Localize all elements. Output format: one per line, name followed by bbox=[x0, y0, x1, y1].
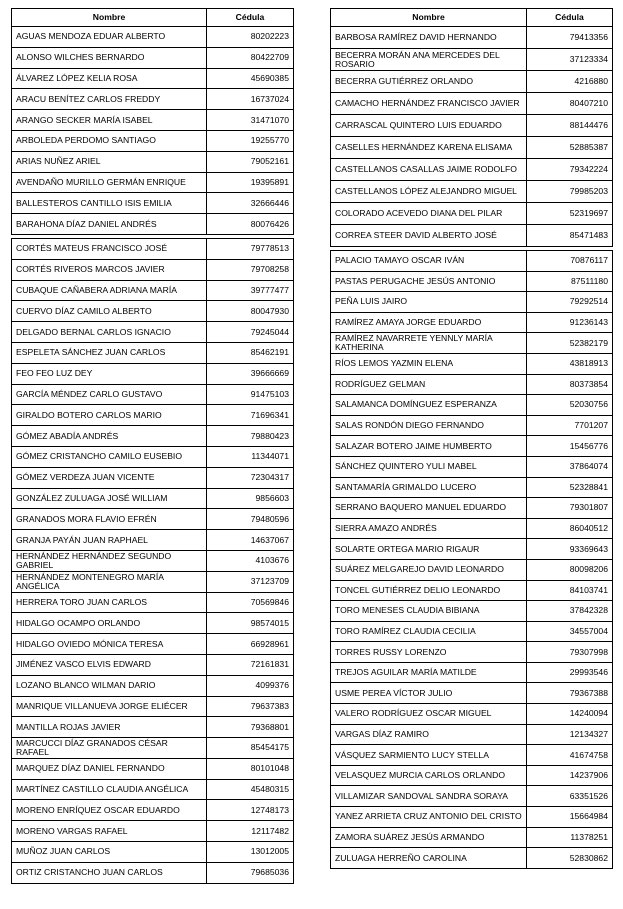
cedula-number: 80047930 bbox=[207, 301, 294, 322]
table-row bbox=[12, 592, 294, 613]
cedula-number: 19255770 bbox=[207, 130, 294, 151]
table-row bbox=[331, 271, 613, 292]
person-name: RODRÍGUEZ GELMAN bbox=[331, 374, 527, 395]
cedula-number: 4216880 bbox=[527, 71, 613, 93]
cedula-number: 43818913 bbox=[527, 353, 613, 374]
cedula-number: 32666446 bbox=[207, 193, 294, 214]
person-name: TORO RAMÍREZ CLAUDIA CECILIA bbox=[331, 621, 527, 642]
person-name: MARCUCCI DÍAZ GRANADOS CÉSAR RAFAEL bbox=[12, 738, 207, 759]
table-row bbox=[12, 214, 294, 235]
cedula-number: 7701207 bbox=[527, 415, 613, 436]
cedula-number: 79880423 bbox=[207, 426, 294, 447]
table-row bbox=[12, 301, 294, 322]
cedula-number: 37842328 bbox=[527, 601, 613, 622]
table-row bbox=[331, 27, 613, 49]
cedula-number: 79367388 bbox=[527, 683, 613, 704]
person-name: ARACU BENÍTEZ CARLOS FREDDY bbox=[12, 89, 207, 110]
cedula-number: 72304317 bbox=[207, 467, 294, 488]
name-column-header: Nombre bbox=[331, 9, 527, 27]
cedula-number: 19395891 bbox=[207, 172, 294, 193]
cedula-number: 70569846 bbox=[207, 592, 294, 613]
cedula-number: 12134327 bbox=[527, 724, 613, 745]
person-name: GÓMEZ ABADÍA ANDRÉS bbox=[12, 426, 207, 447]
table-row bbox=[331, 662, 613, 683]
cedula-number: 79292514 bbox=[527, 292, 613, 313]
left-body bbox=[12, 27, 294, 884]
person-name: SALAZAR BOTERO JAIME HUMBERTO bbox=[331, 436, 527, 457]
person-name: CORTÉS MATEUS FRANCISCO JOSÉ bbox=[12, 238, 207, 259]
person-name: CARRASCAL QUINTERO LUIS EDUARDO bbox=[331, 115, 527, 137]
person-name: HIDALGO OVIEDO MÓNICA TERESA bbox=[12, 634, 207, 655]
cedula-number: 80422709 bbox=[207, 47, 294, 68]
person-name: VILLAMIZAR SANDOVAL SANDRA SORAYA bbox=[331, 786, 527, 807]
person-name: PEÑA LUIS JAIRO bbox=[331, 292, 527, 313]
person-name: BECERRA MORÁN ANA MERCEDES DEL ROSARIO bbox=[331, 49, 527, 71]
cedula-number: 80373854 bbox=[527, 374, 613, 395]
person-name: GARCÍA MÉNDEZ CARLO GUSTAVO bbox=[12, 384, 207, 405]
cedula-number: 66928961 bbox=[207, 634, 294, 655]
table-row bbox=[331, 518, 613, 539]
cedula-number: 14240094 bbox=[527, 704, 613, 725]
person-name: MORENO ENRÍQUEZ OSCAR EDUARDO bbox=[12, 800, 207, 821]
cedula-number: 16737024 bbox=[207, 89, 294, 110]
person-name: CUBAQUE CAÑABERA ADRIANA MARÍA bbox=[12, 280, 207, 301]
person-name: HIDALGO OCAMPO ORLANDO bbox=[12, 613, 207, 634]
cedula-number: 79685036 bbox=[207, 862, 294, 883]
person-name: GRANJA PAYÁN JUAN RAPHAEL bbox=[12, 530, 207, 551]
cedula-number: 88144476 bbox=[527, 115, 613, 137]
person-name: MARQUEZ DÍAZ DANIEL FERNANDO bbox=[12, 758, 207, 779]
table-row bbox=[12, 862, 294, 883]
table-row bbox=[331, 498, 613, 519]
table-row bbox=[331, 436, 613, 457]
cedula-number: 9856603 bbox=[207, 488, 294, 509]
cedula-number: 4099376 bbox=[207, 675, 294, 696]
person-name: ORTIZ CRISTANCHO JUAN CARLOS bbox=[12, 862, 207, 883]
person-name: ZULUAGA HERREÑO CAROLINA bbox=[331, 848, 527, 869]
table-row bbox=[12, 842, 294, 863]
cedula-number: 80407210 bbox=[527, 93, 613, 115]
table-row bbox=[12, 758, 294, 779]
table-row bbox=[331, 292, 613, 313]
name-column-header: Nombre bbox=[12, 9, 207, 27]
cedula-number: 80101048 bbox=[207, 758, 294, 779]
person-name: RAMÍREZ AMAYA JORGE EDUARDO bbox=[331, 312, 527, 333]
id-column-header: Cédula bbox=[527, 9, 613, 27]
person-name: MANRIQUE VILLANUEVA JORGE ELIÉCER bbox=[12, 696, 207, 717]
table-row bbox=[12, 322, 294, 343]
person-name: BARBOSA RAMÍREZ DAVID HERNANDO bbox=[331, 27, 527, 49]
table-row bbox=[12, 280, 294, 301]
cedula-number: 11344071 bbox=[207, 446, 294, 467]
table-row bbox=[12, 342, 294, 363]
table-row bbox=[331, 93, 613, 115]
table-row bbox=[331, 477, 613, 498]
table-row bbox=[12, 634, 294, 655]
cedula-number: 15456776 bbox=[527, 436, 613, 457]
table-row bbox=[331, 353, 613, 374]
person-name: HERNÁNDEZ MONTENEGRO MARÍA ANGÉLICA bbox=[12, 571, 207, 592]
person-name: SUÁREZ MELGAREJO DAVID LEONARDO bbox=[331, 559, 527, 580]
header-row bbox=[331, 9, 613, 27]
table-row bbox=[331, 807, 613, 828]
person-name: TREJOS AGUILAR MARÍA MATILDE bbox=[331, 662, 527, 683]
header-row bbox=[12, 9, 294, 27]
table-row bbox=[12, 405, 294, 426]
person-name: CASTELLANOS LÓPEZ ALEJANDRO MIGUEL bbox=[331, 181, 527, 203]
table-row bbox=[12, 488, 294, 509]
cedula-number: 37123709 bbox=[207, 571, 294, 592]
cedula-number: 37864074 bbox=[527, 456, 613, 477]
table-row bbox=[12, 384, 294, 405]
table-row bbox=[12, 613, 294, 634]
cedula-number: 52030756 bbox=[527, 395, 613, 416]
table-row bbox=[12, 68, 294, 89]
person-name: CAMACHO HERNÁNDEZ FRANCISCO JAVIER bbox=[331, 93, 527, 115]
person-name: GIRALDO BOTERO CARLOS MARIO bbox=[12, 405, 207, 426]
person-name: CUERVO DÍAZ CAMILO ALBERTO bbox=[12, 301, 207, 322]
cedula-number: 52328841 bbox=[527, 477, 613, 498]
person-name: GONZÁLEZ ZULUAGA JOSÉ WILLIAM bbox=[12, 488, 207, 509]
cedula-number: 39777477 bbox=[207, 280, 294, 301]
cedula-number: 85471483 bbox=[527, 225, 613, 247]
table-row bbox=[331, 580, 613, 601]
cedula-number: 93369643 bbox=[527, 539, 613, 560]
cedula-number: 79368801 bbox=[207, 717, 294, 738]
table-row bbox=[331, 642, 613, 663]
cedula-number: 72161831 bbox=[207, 654, 294, 675]
person-name: TORRES RUSSY LORENZO bbox=[331, 642, 527, 663]
table-row bbox=[12, 717, 294, 738]
table-row bbox=[12, 467, 294, 488]
table-row bbox=[12, 151, 294, 172]
table-row bbox=[331, 159, 613, 181]
table-row bbox=[331, 765, 613, 786]
person-name: TONCEL GUTIÉRREZ DELIO LEONARDO bbox=[331, 580, 527, 601]
table-row bbox=[12, 193, 294, 214]
id-column-header: Cédula bbox=[207, 9, 294, 27]
cedula-number: 79052161 bbox=[207, 151, 294, 172]
cedula-number: 52885387 bbox=[527, 137, 613, 159]
cedula-number: 34557004 bbox=[527, 621, 613, 642]
person-name: SÁNCHEZ QUINTERO YULI MABEL bbox=[331, 456, 527, 477]
table-row bbox=[331, 49, 613, 71]
table-row bbox=[331, 395, 613, 416]
person-name: HERRERA TORO JUAN CARLOS bbox=[12, 592, 207, 613]
cedula-number: 45690385 bbox=[207, 68, 294, 89]
cedula-number: 63351526 bbox=[527, 786, 613, 807]
table-row bbox=[331, 181, 613, 203]
table-row bbox=[331, 559, 613, 580]
person-name: MANTILLA ROJAS JAVIER bbox=[12, 717, 207, 738]
cedula-number: 79245044 bbox=[207, 322, 294, 343]
cedula-number: 79778513 bbox=[207, 238, 294, 259]
person-name: RÍOS LEMOS YAZMIN ELENA bbox=[331, 353, 527, 374]
person-name: VELASQUEZ MURCIA CARLOS ORLANDO bbox=[331, 765, 527, 786]
person-name: FEO FEO LUZ DEY bbox=[12, 363, 207, 384]
cedula-number: 79480596 bbox=[207, 509, 294, 530]
table-row bbox=[12, 47, 294, 68]
cedula-number: 79307998 bbox=[527, 642, 613, 663]
table-row bbox=[331, 374, 613, 395]
table-row bbox=[331, 251, 613, 272]
person-name: LOZANO BLANCO WILMAN DARIO bbox=[12, 675, 207, 696]
person-name: GÓMEZ CRISTANCHO CAMILO EUSEBIO bbox=[12, 446, 207, 467]
cedula-number: 12117482 bbox=[207, 821, 294, 842]
cedula-number: 15664984 bbox=[527, 807, 613, 828]
person-name: BALLESTEROS CANTILLO ISIS EMILIA bbox=[12, 193, 207, 214]
table-row bbox=[331, 137, 613, 159]
table-row bbox=[331, 333, 613, 354]
table-row bbox=[12, 130, 294, 151]
table-row bbox=[12, 654, 294, 675]
person-name: VÁSQUEZ SARMIENTO LUCY STELLA bbox=[331, 745, 527, 766]
cedula-number: 79637383 bbox=[207, 696, 294, 717]
cedula-number: 71696341 bbox=[207, 405, 294, 426]
cedula-number: 80076426 bbox=[207, 214, 294, 235]
table-row bbox=[12, 675, 294, 696]
table-row bbox=[12, 238, 294, 259]
person-name: USME PEREA VÍCTOR JULIO bbox=[331, 683, 527, 704]
cedula-number: 52319697 bbox=[527, 203, 613, 225]
person-name: MORENO VARGAS RAFAEL bbox=[12, 821, 207, 842]
person-name: HERNÁNDEZ HERNÁNDEZ SEGUNDO GABRIEL bbox=[12, 550, 207, 571]
right-table bbox=[330, 8, 613, 869]
person-name: AVENDAÑO MURILLO GERMÁN ENRIQUE bbox=[12, 172, 207, 193]
table-row bbox=[12, 530, 294, 551]
cedula-number: 4103676 bbox=[207, 550, 294, 571]
person-name: JIMÉNEZ VASCO ELVIS EDWARD bbox=[12, 654, 207, 675]
table-row bbox=[12, 172, 294, 193]
table-row bbox=[331, 786, 613, 807]
table-row bbox=[12, 696, 294, 717]
cedula-number: 79413356 bbox=[527, 27, 613, 49]
cedula-number: 80098206 bbox=[527, 559, 613, 580]
person-name: GRANADOS MORA FLAVIO EFRÉN bbox=[12, 509, 207, 530]
person-name: SERRANO BAQUERO MANUEL EDUARDO bbox=[331, 498, 527, 519]
table-row bbox=[331, 704, 613, 725]
person-name: PASTAS PERUGACHE JESÚS ANTONIO bbox=[331, 271, 527, 292]
person-name: AGUAS MENDOZA EDUAR ALBERTO bbox=[12, 27, 207, 48]
person-name: CASTELLANOS CASALLAS JAIME RODOLFO bbox=[331, 159, 527, 181]
table-row bbox=[12, 110, 294, 131]
table-row bbox=[12, 363, 294, 384]
table-row bbox=[331, 456, 613, 477]
cedula-number: 39666669 bbox=[207, 363, 294, 384]
person-name: RAMÍREZ NAVARRETE YENNLY MARÍA KATHERINA bbox=[331, 333, 527, 354]
cedula-number: 91475103 bbox=[207, 384, 294, 405]
table-row bbox=[331, 415, 613, 436]
cedula-number: 37123334 bbox=[527, 49, 613, 71]
person-name: GÓMEZ VERDEZA JUAN VICENTE bbox=[12, 467, 207, 488]
cedula-number: 79342224 bbox=[527, 159, 613, 181]
person-name: ARANGO SECKER MARÍA ISABEL bbox=[12, 110, 207, 131]
person-name: SIERRA AMAZO ANDRÉS bbox=[331, 518, 527, 539]
cedula-number: 45480315 bbox=[207, 779, 294, 800]
person-name: SALAMANCA DOMÍNGUEZ ESPERANZA bbox=[331, 395, 527, 416]
cedula-number: 29993546 bbox=[527, 662, 613, 683]
cedula-number: 52382179 bbox=[527, 333, 613, 354]
person-name: ALONSO WILCHES BERNARDO bbox=[12, 47, 207, 68]
cedula-number: 79301807 bbox=[527, 498, 613, 519]
cedula-number: 79985203 bbox=[527, 181, 613, 203]
person-name: ARBOLEDA PERDOMO SANTIAGO bbox=[12, 130, 207, 151]
table-row bbox=[331, 115, 613, 137]
cedula-number: 91236143 bbox=[527, 312, 613, 333]
person-name: SANTAMARÍA GRIMALDO LUCERO bbox=[331, 477, 527, 498]
cedula-number: 84103741 bbox=[527, 580, 613, 601]
person-name: SALAS RONDÓN DIEGO FERNANDO bbox=[331, 415, 527, 436]
cedula-number: 41674758 bbox=[527, 745, 613, 766]
person-name: VALERO RODRÍGUEZ OSCAR MIGUEL bbox=[331, 704, 527, 725]
table-row bbox=[12, 509, 294, 530]
table-row bbox=[331, 848, 613, 869]
cedula-number: 14237906 bbox=[527, 765, 613, 786]
cedula-number: 11378251 bbox=[527, 827, 613, 848]
table-row bbox=[12, 800, 294, 821]
person-name: CORTÉS RIVEROS MARCOS JAVIER bbox=[12, 259, 207, 280]
cedula-number: 87511180 bbox=[527, 271, 613, 292]
table-row bbox=[331, 601, 613, 622]
cedula-number: 12748173 bbox=[207, 800, 294, 821]
person-name: MARTÍNEZ CASTILLO CLAUDIA ANGÉLICA bbox=[12, 779, 207, 800]
person-name: VARGAS DÍAZ RAMIRO bbox=[331, 724, 527, 745]
table-row bbox=[331, 203, 613, 225]
cedula-number: 86040512 bbox=[527, 518, 613, 539]
person-name: COLORADO ACEVEDO DIANA DEL PILAR bbox=[331, 203, 527, 225]
right-body bbox=[331, 27, 613, 869]
table-row bbox=[331, 827, 613, 848]
cedula-number: 13012005 bbox=[207, 842, 294, 863]
table-row bbox=[331, 724, 613, 745]
table-row bbox=[331, 621, 613, 642]
cedula-number: 52830862 bbox=[527, 848, 613, 869]
person-name: PALACIO TAMAYO OSCAR IVÁN bbox=[331, 251, 527, 272]
table-row bbox=[331, 539, 613, 560]
cedula-number: 98574015 bbox=[207, 613, 294, 634]
cedula-number: 85462191 bbox=[207, 342, 294, 363]
table-row bbox=[12, 89, 294, 110]
person-name: ÁLVAREZ LÓPEZ KELIA ROSA bbox=[12, 68, 207, 89]
cedula-number: 31471070 bbox=[207, 110, 294, 131]
cedula-number: 85454175 bbox=[207, 738, 294, 759]
cedula-number: 14637067 bbox=[207, 530, 294, 551]
table-row bbox=[331, 71, 613, 93]
table-row bbox=[12, 779, 294, 800]
left-table bbox=[11, 8, 294, 884]
table-row bbox=[12, 27, 294, 48]
person-name: ZAMORA SUÁREZ JESÚS ARMANDO bbox=[331, 827, 527, 848]
table-row bbox=[331, 225, 613, 247]
table-row bbox=[12, 821, 294, 842]
person-name: SOLARTE ORTEGA MARIO RIGAUR bbox=[331, 539, 527, 560]
table-row bbox=[12, 550, 294, 571]
person-name: BARAHONA DÍAZ DANIEL ANDRÉS bbox=[12, 214, 207, 235]
person-name: ARIAS NUÑEZ ARIEL bbox=[12, 151, 207, 172]
person-name: DELGADO BERNAL CARLOS IGNACIO bbox=[12, 322, 207, 343]
person-name: ESPELETA SÁNCHEZ JUAN CARLOS bbox=[12, 342, 207, 363]
table-row bbox=[12, 426, 294, 447]
cedula-number: 79708258 bbox=[207, 259, 294, 280]
table-row bbox=[331, 745, 613, 766]
person-name: TORO MENESES CLAUDIA BIBIANA bbox=[331, 601, 527, 622]
table-row bbox=[12, 738, 294, 759]
person-name: MUÑOZ JUAN CARLOS bbox=[12, 842, 207, 863]
table-row bbox=[12, 259, 294, 280]
person-name: CORREA STEER DAVID ALBERTO JOSÉ bbox=[331, 225, 527, 247]
table-row bbox=[12, 446, 294, 467]
table-row bbox=[331, 312, 613, 333]
person-name: BECERRA GUTIÉRREZ ORLANDO bbox=[331, 71, 527, 93]
table-row bbox=[12, 571, 294, 592]
person-name: CASELLES HERNÁNDEZ KARENA ELISAMA bbox=[331, 137, 527, 159]
cedula-number: 80202223 bbox=[207, 27, 294, 48]
cedula-number: 70876117 bbox=[527, 251, 613, 272]
person-name: YANEZ ARRIETA CRUZ ANTONIO DEL CRISTO bbox=[331, 807, 527, 828]
table-row bbox=[331, 683, 613, 704]
